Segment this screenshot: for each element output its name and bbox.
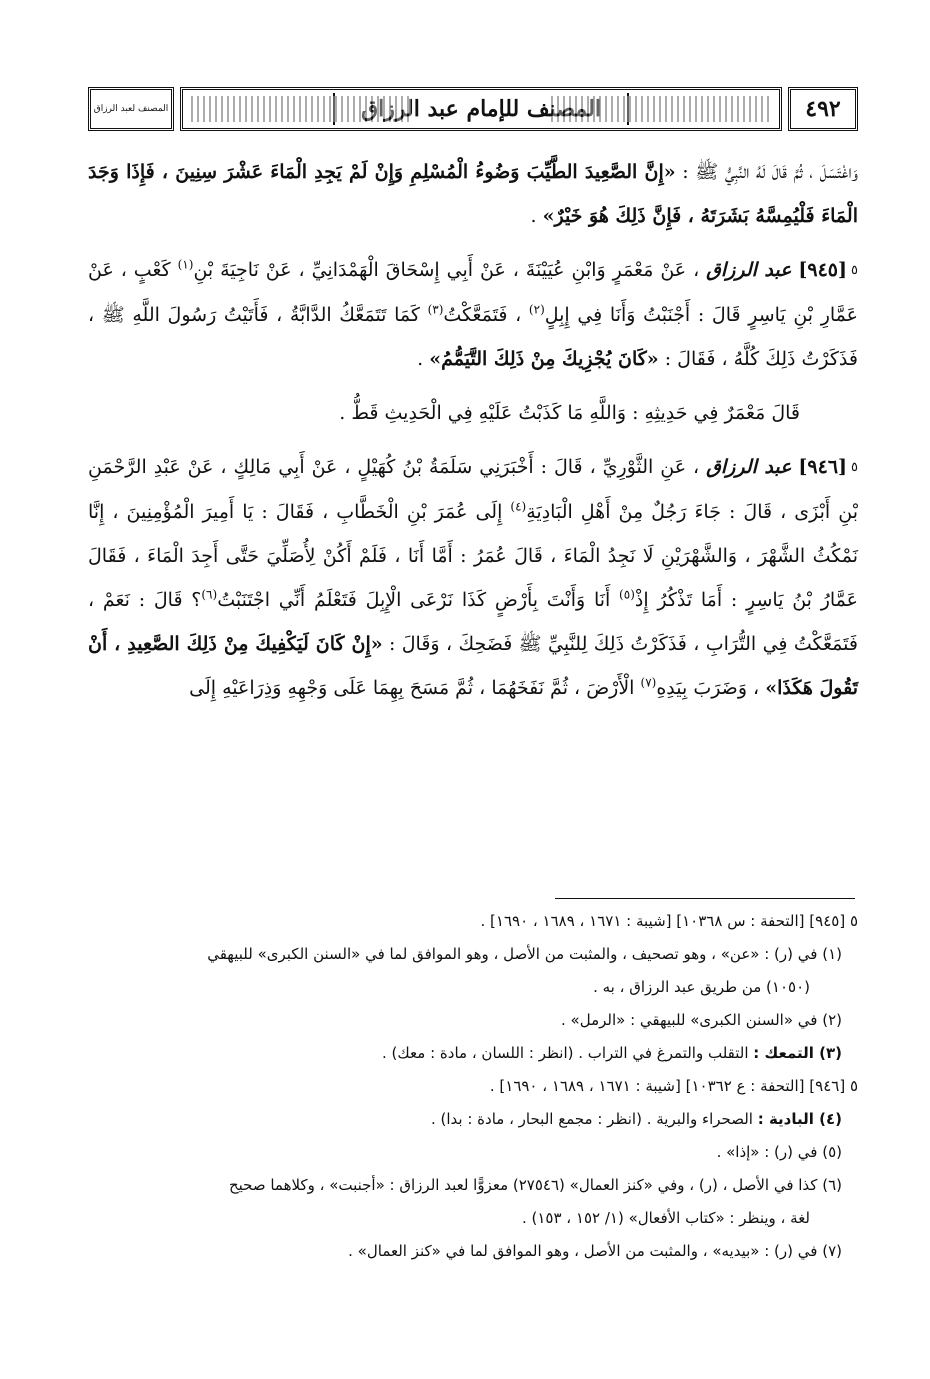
hadith-945 bbox=[88, 248, 858, 381]
footnotes bbox=[88, 905, 858, 1268]
footnote-separator bbox=[555, 898, 855, 899]
text-run: وَاغْتَسَلَ ، ثُمَّ قَالَ لَهُ النَّبِيُّ ﷺ : bbox=[675, 161, 858, 183]
text-run: الْأَرْضَ ، ثُمَّ نَفَخَهُمَا ، ثُمَّ مَسَحَ بِهِمَا عَلَى وَجْهِهِ وَذِرَاعَيْهِ إِلَى bbox=[189, 677, 641, 699]
footnote-6: (٦) كذا في الأصل ، (ر) ، وفي «كنز العمال» (٢٧٥٤٦) معزوًّا لعبد الرزاق : «أجنبت» ، وكلاهما صحيح bbox=[228, 1176, 842, 1194]
footnote-ref[interactable]: (٥) bbox=[619, 587, 635, 602]
footnote-1: (١) في (ر) : «عن» ، وهو تصحيف ، والمثبت من الأصل ، وهو الموافق لما في «السنن الكبرى» للبيهقي bbox=[207, 945, 842, 963]
footnote-term: (٣) التمعك : bbox=[753, 1044, 842, 1062]
hadith-marker: ٥ bbox=[851, 263, 858, 278]
text-run: ، فَتَمَعَّكْتُ bbox=[443, 304, 529, 326]
footnote-ref[interactable]: (٣) bbox=[427, 302, 444, 317]
footnote-6-cont: لغة ، وينظر : «كتاب الأفعال» (١/ ١٥٢ ، ١٥٣) . bbox=[521, 1209, 810, 1227]
text-run: كَعْبٍ ، عَنْ عَمَّارِ بْنِ يَاسِرٍ قَالَ : أَجْنَبْتُ وَأَنَا فِي إِبِلٍ bbox=[88, 259, 858, 326]
hadith-marker: ٥ bbox=[851, 460, 859, 475]
text-run: ، عَنْ مَعْمَرٍ وَابْنِ عُيَيْنَةَ ، عَنْ أَبِي إِسْحَاقَ الْهَمْدَانِيِّ ، عَنْ نَاجِيَةَ بْنِ bbox=[193, 259, 700, 281]
footnote-text: الصحراء والبرية . (انظر : مجمع البحار ، مادة : بدا) . bbox=[430, 1110, 758, 1128]
text-run: ؟ قَالَ : نَعَمْ ، فَتَمَعَّكْتُ فِي التُّرَابِ ، فَذَكَرْتُ ذَلِكَ لِلنَّبِيِّ ﷺ فَضَحِكَ ، وَقَالَ : bbox=[88, 589, 858, 655]
paragraph-continuation bbox=[88, 150, 858, 238]
page-header bbox=[88, 86, 858, 132]
hadith-number: [٩٤٥] bbox=[798, 259, 848, 281]
footnote-ref[interactable]: (٢) bbox=[528, 302, 545, 317]
footnote-ref-946: ٥ [٩٤٦] [التحفة : ع ١٠٣٦٢] [شيبة : ١٦٧١ ، ١٦٨٩ ، ١٦٩٠] . bbox=[489, 1077, 858, 1095]
prophetic-quote: «إِنَّ الصَّعِيدَ الطَّيِّبَ وَضُوءُ الْمُسْلِمِ وَإِنْ لَمْ يَجِدِ الْمَاءَ عَشْرَ سِنِينَ ، فَإِذَا وَجَدَ الْمَاءَ فَلْيُمِسَّهُ بَشَرَتَهُ ، فَإِنَّ ذَلِكَ هُوَ خَيْرٌ» bbox=[88, 161, 858, 227]
text-run: إِلَى عُمَرَ بْنِ الْخَطَّابِ ، فَقَالَ : يَا أَمِيرَ الْمُؤْمِنِينَ ، إِنَّا نَمْكُثُ الشَّهْرَ ، وَالشَّهْرَيْنِ لَا نَجِدُ الْمَاءَ ، قَالَ عُمَرُ : أَمَّا أَنَا ، فَلَمْ أَكُنْ لِأُصَلِّيَ حَتَّى أَجِدَ الْمَاءَ ، فَقَالَ عَمَّارُ بْنُ يَاسِرٍ : أَمَا تَذْكُرُ إِذْ bbox=[88, 501, 858, 611]
hadith-946 bbox=[88, 445, 858, 710]
footnote-text: التقلب والتمرغ في التراب . (انظر : اللسان ، مادة : معك) . bbox=[382, 1044, 754, 1062]
footnote-term: (٤) البادية : bbox=[757, 1110, 842, 1128]
prophetic-quote: «كَانَ يُجْزِيكَ مِنْ ذَلِكَ التَّيَمُّمُ» bbox=[429, 348, 659, 370]
footnote-ref[interactable]: (٦) bbox=[201, 587, 218, 602]
footnote-2: (٢) في «السنن الكبرى» للبيهقي : «الرمل» . bbox=[561, 1011, 842, 1029]
text-run: كَمَا تَتَمَعَّكُ الدَّابَّةُ ، فَأَتَيْتُ رَسُولَ اللَّهِ ﷺ ، فَذَكَرْتُ ذَلِكَ كُلَّهُ ، فَقَالَ : bbox=[88, 304, 858, 370]
footnote-1-cont: (١٠٥٠) من طريق عبد الرزاق ، به . bbox=[593, 978, 810, 996]
footnote-4 bbox=[88, 1103, 858, 1136]
footnote-ref-945: ٥ [٩٤٥] [التحفة : س ١٠٣٦٨] [شيبة : ١٦٧١ ، ١٦٨٩ ، ١٦٩٠] . bbox=[480, 912, 858, 930]
text-run: ، عَنِ الثَّوْرِيِّ ، قَالَ : أَخْبَرَنِي سَلَمَةُ بْنُ كُهَيْلٍ ، عَنْ أَبِي مَالِكٍ ، عَنْ عَبْدِ الرَّحْمَنِ بْنِ أَبْزَى ، قَالَ : جَاءَ رَجُلٌ مِنْ أَهْلِ الْبَادِيَةِ bbox=[88, 456, 858, 523]
footnote-ref[interactable]: (٤) bbox=[510, 499, 527, 514]
text-run: أَنَا وَأَنْتَ بِأَرْضٍ كَذَا نَرْعَى الْإِبِلَ فَتَعْلَمُ أَنِّي اجْتَنَبْتُ bbox=[217, 589, 620, 611]
text-run: . bbox=[417, 348, 430, 370]
book-logo: المصنف لعبد الرزاق bbox=[88, 87, 174, 131]
prophetic-quote: «إِنْ كَانَ لَيَكْفِيكَ مِنْ ذَلِكَ الصَّعِيدِ ، أَنْ تَقُولَ هَكَذَا» bbox=[88, 633, 858, 699]
running-title: المصنف للإمام عبد الرزاق bbox=[333, 93, 629, 125]
footnote-3 bbox=[88, 1037, 858, 1070]
text-run: ، وَضَرَبَ بِيَدِهِ bbox=[656, 677, 766, 699]
main-text bbox=[88, 150, 858, 710]
source-name: عبد الرزاق bbox=[706, 456, 792, 478]
source-name: عبد الرزاق bbox=[706, 259, 792, 281]
footnote-5: (٥) في (ر) : «إذا» . bbox=[716, 1143, 842, 1161]
text-run: . bbox=[530, 205, 543, 227]
footnote-ref[interactable]: (١) bbox=[177, 257, 194, 272]
mamar-statement: قَالَ مَعْمَرٌ فِي حَدِيثِهِ : وَاللَّهِ مَا كَذَبْتُ عَلَيْهِ فِي الْحَدِيثِ قَطُّ . bbox=[339, 402, 800, 424]
hadith-number: [٩٤٦] bbox=[798, 456, 848, 478]
footnote-7: (٧) في (ر) : «بيديه» ، والمثبت من الأصل ، وهو الموافق لما في «كنز العمال» . bbox=[348, 1242, 842, 1260]
footnote-ref[interactable]: (٧) bbox=[640, 675, 657, 690]
running-title-frame bbox=[180, 87, 782, 131]
page-number: ٤٩٢ bbox=[788, 87, 858, 131]
